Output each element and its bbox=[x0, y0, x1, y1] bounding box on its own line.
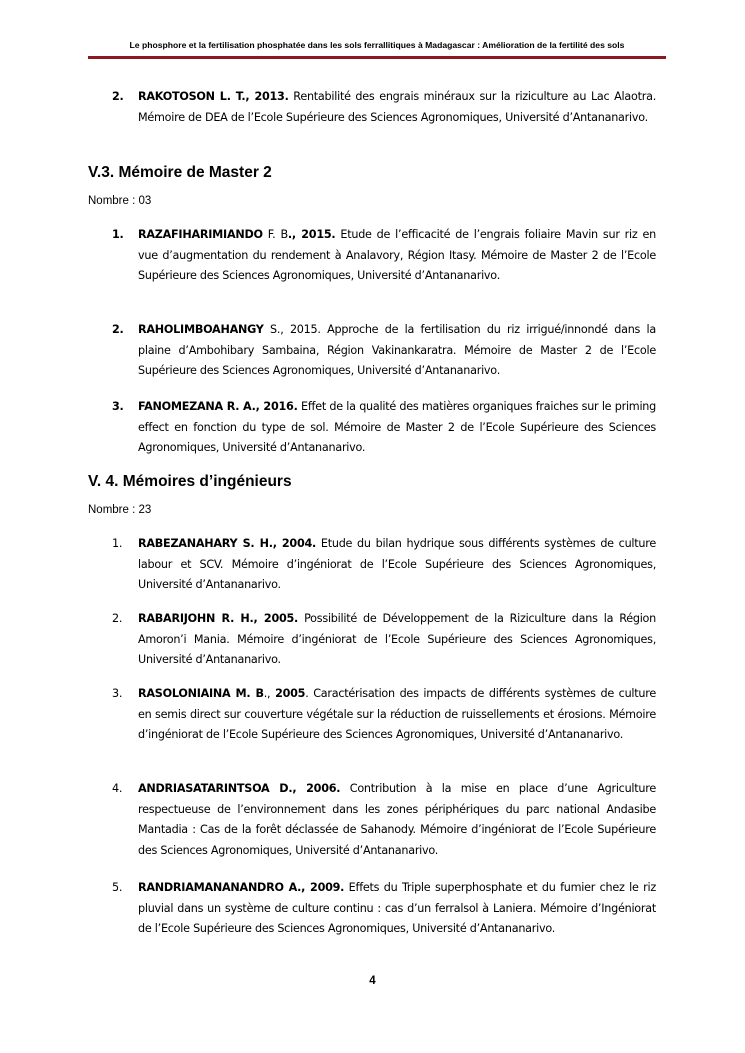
section-count-ingenieurs: Nombre : 23 bbox=[88, 504, 152, 516]
entry-author: RAKOTOSON L. T., 2013. bbox=[138, 90, 289, 103]
entry-author: RANDRIAMANANANDRO A., 2009. bbox=[138, 881, 345, 894]
reference-entry bbox=[112, 878, 656, 940]
reference-entry bbox=[112, 87, 656, 128]
entry-text: Rentabilité des engrais minéraux sur la riziculture au Lac Alaotra. Mémoire de DEA de l’Ecole Supérieure des Sciences Agronomiques, Université d’Antananarivo. bbox=[138, 90, 656, 124]
entry-mid: ., bbox=[263, 687, 276, 700]
reference-entry bbox=[112, 779, 656, 861]
entry-author: RABEZANAHARY S. H., 2004. bbox=[138, 537, 317, 550]
reference-entry bbox=[112, 225, 656, 287]
entry-author: FANOMEZANA R. A., 2016. bbox=[138, 400, 298, 413]
entry-number: 2. bbox=[112, 323, 124, 336]
running-header: Le phosphore et la fertilisation phosphatée dans les sols ferrallitiques à Madagascar : Amélioration de la fertilité des sols bbox=[129, 40, 625, 50]
entry-author: RAZAFIHARIMIANDO bbox=[138, 228, 263, 241]
entry-number: 2. bbox=[112, 612, 123, 625]
entry-year: ., 2015. bbox=[287, 228, 336, 241]
entry-text: . Caractérisation des impacts de différents systèmes de culture en semis direct sur couverture végétale sur la réduction de ruissellements et érosions. Mémoire d’ingéniorat de l’Ecole Supérieure des Sciences Agronomiques, Université d’Antananarivo. bbox=[138, 687, 657, 742]
reference-entry bbox=[112, 534, 656, 596]
section-count-master: Nombre : 03 bbox=[88, 195, 152, 207]
entry-author: RASOLONIAINA M. B bbox=[138, 687, 264, 700]
entry-author: RAHOLIMBOAHANGY bbox=[138, 323, 264, 336]
reference-entry bbox=[112, 684, 657, 746]
entry-text: Possibilité de Développement de la Riziculture dans la Région Amoron’i Mania. Mémoire d’ingéniorat de l’Ecole Supérieure des Sciences Agronomiques, Université d’Antananarivo. bbox=[138, 612, 656, 667]
entry-number: 3. bbox=[112, 400, 124, 413]
entry-year: 2005 bbox=[275, 687, 306, 700]
entry-number: 4. bbox=[112, 782, 123, 795]
entry-number: 1. bbox=[112, 537, 123, 550]
reference-entry bbox=[112, 397, 656, 459]
entry-text: Effets du Triple superphosphate et du fumier chez le riz pluvial dans un système de culture continu : cas d’un ferralsol à Laniera. Mémoire d’Ingéniorat de l’Ecole Supérieure des Sciences Agronomiques, Université d’Antananarivo. bbox=[138, 881, 656, 936]
reference-entry bbox=[112, 609, 656, 671]
entry-number: 5. bbox=[112, 881, 123, 894]
section-title-master: V.3. Mémoire de Master 2 bbox=[88, 164, 272, 181]
page-number: 4 bbox=[369, 975, 376, 987]
reference-entry bbox=[112, 320, 656, 382]
entry-author: ANDRIASATARINTSOA D., 2006. bbox=[138, 782, 341, 795]
section-title-ingenieurs: V. 4. Mémoires d’ingénieurs bbox=[88, 473, 292, 490]
entry-number: 3. bbox=[112, 687, 123, 700]
entry-number: 1. bbox=[112, 228, 124, 241]
entry-text: S., 2015. Approche de la fertilisation du riz irrigué/innondé dans la plaine d’Ambohibary Sambaina, Région Vakinankaratra. Mémoire de Master 2 de l’Ecole Supérieure des Sciences Agronomiques, Université d’Antananarivo. bbox=[138, 323, 656, 378]
entry-author: RABARIJOHN R. H., 2005. bbox=[138, 612, 299, 625]
header-rule bbox=[88, 56, 666, 59]
entry-initials: F. B bbox=[262, 228, 288, 241]
entry-text: Effet de la qualité des matières organiques fraiches sur le priming effect en fonction du type de sol. Mémoire de Master 2 de l’Ecole Supérieure des Sciences Agronomiques, Université d’Antananarivo. bbox=[138, 400, 656, 455]
entry-text: Etude de l’efficacité de l’engrais foliaire Mavin sur riz en vue d’augmentation du rendement à Analavory, Région Itasy. Mémoire de Master 2 de l’Ecole Supérieure des Sciences Agronomiques, Université d’Antananarivo. bbox=[138, 228, 656, 283]
entry-text: Etude du bilan hydrique sous différents systèmes de culture labour et SCV. Mémoire d’ingéniorat de l’Ecole Supérieure des Sciences Agronomiques, Université d’Antananarivo. bbox=[138, 537, 656, 592]
entry-text: Contribution à la mise en place d’une Agriculture respectueuse de l’environnement dans les zones périphériques du parc national Andasibe Mantadia : Cas de la forêt déclassée de Sahanody. Mémoire d’ingéniorat de l’Ecole Supérieure des Sciences Agronomiques, Université d’Antananarivo. bbox=[138, 782, 656, 857]
entry-number: 2. bbox=[112, 90, 124, 103]
